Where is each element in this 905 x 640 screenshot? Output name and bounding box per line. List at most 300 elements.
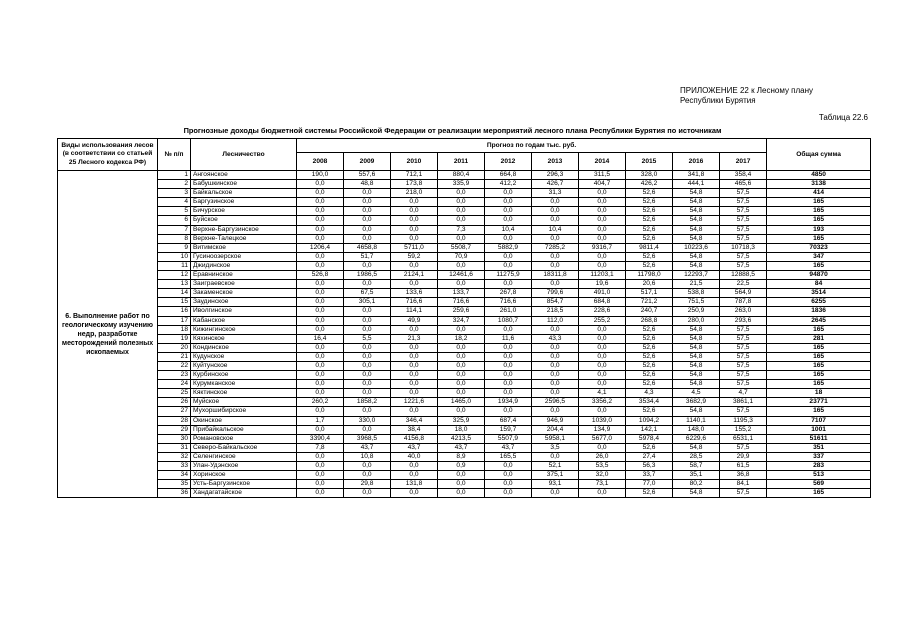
table-row bbox=[58, 489, 871, 498]
row-number: 3 bbox=[158, 189, 191, 198]
year-value: 49,9 bbox=[391, 316, 438, 325]
year-value: 0,0 bbox=[344, 380, 391, 389]
year-value: 0,0 bbox=[391, 380, 438, 389]
year-value: 53,5 bbox=[579, 462, 626, 471]
year-value: 0,0 bbox=[391, 407, 438, 416]
year-value: 280,0 bbox=[673, 316, 720, 325]
year-value: 5882,9 bbox=[485, 243, 532, 252]
year-value: 0,0 bbox=[485, 480, 532, 489]
year-value: 375,1 bbox=[532, 471, 579, 480]
year-value: 250,9 bbox=[673, 307, 720, 316]
year-value: 0,0 bbox=[297, 180, 344, 189]
row-total: 414 bbox=[767, 189, 871, 198]
year-value: 27,4 bbox=[626, 452, 673, 461]
year-value: 412,2 bbox=[485, 180, 532, 189]
year-value: 0,0 bbox=[532, 352, 579, 361]
forestry-name: Гусиноозерское bbox=[191, 252, 297, 261]
forestry-name: Кяхинское bbox=[191, 334, 297, 343]
row-number: 13 bbox=[158, 280, 191, 289]
forestry-name: Куйтунское bbox=[191, 361, 297, 370]
row-total: 165 bbox=[767, 407, 871, 416]
year-value: 0,0 bbox=[344, 225, 391, 234]
row-number: 27 bbox=[158, 407, 191, 416]
year-value: 10718,3 bbox=[720, 243, 767, 252]
appendix-line-2: Республики Бурятия bbox=[680, 96, 756, 105]
year-value: 0,0 bbox=[532, 261, 579, 270]
year-value: 35,1 bbox=[673, 471, 720, 480]
table-row bbox=[58, 280, 871, 289]
year-value: 0,0 bbox=[297, 471, 344, 480]
year-value: 1465,0 bbox=[438, 398, 485, 407]
year-value: 0,0 bbox=[391, 280, 438, 289]
year-value: 1986,5 bbox=[344, 271, 391, 280]
forestry-name: Северо-Байкальское bbox=[191, 443, 297, 452]
row-number: 6 bbox=[158, 216, 191, 225]
year-value: 0,0 bbox=[344, 280, 391, 289]
table-row bbox=[58, 198, 871, 207]
year-value: 0,0 bbox=[532, 207, 579, 216]
row-number: 15 bbox=[158, 298, 191, 307]
year-value: 684,8 bbox=[579, 298, 626, 307]
row-total: 165 bbox=[767, 261, 871, 270]
year-value: 687,4 bbox=[485, 416, 532, 425]
year-value: 0,0 bbox=[532, 361, 579, 370]
year-value: 0,0 bbox=[344, 352, 391, 361]
year-value: 0,0 bbox=[532, 280, 579, 289]
year-value: 4,5 bbox=[673, 389, 720, 398]
table-row bbox=[58, 380, 871, 389]
row-number: 23 bbox=[158, 371, 191, 380]
year-value: 228,6 bbox=[579, 307, 626, 316]
year-value: 0,0 bbox=[391, 489, 438, 498]
year-value: 10,8 bbox=[344, 452, 391, 461]
forestry-name: Джидинское bbox=[191, 261, 297, 270]
year-value: 52,1 bbox=[532, 462, 579, 471]
table-row bbox=[58, 216, 871, 225]
year-value: 5978,4 bbox=[626, 434, 673, 443]
year-value: 0,0 bbox=[297, 343, 344, 352]
row-total: 165 bbox=[767, 489, 871, 498]
year-value: 0,0 bbox=[344, 425, 391, 434]
year-value: 3682,9 bbox=[673, 398, 720, 407]
year-value: 0,0 bbox=[391, 462, 438, 471]
year-value: 57,5 bbox=[720, 380, 767, 389]
table-row bbox=[58, 443, 871, 452]
year-value: 0,0 bbox=[297, 189, 344, 198]
year-value: 5507,9 bbox=[485, 434, 532, 443]
year-value: 0,0 bbox=[532, 489, 579, 498]
year-value: 0,0 bbox=[485, 325, 532, 334]
year-value: 426,2 bbox=[626, 180, 673, 189]
year-value: 0,0 bbox=[579, 261, 626, 270]
header-year: 2008 bbox=[297, 153, 344, 171]
year-value: 259,6 bbox=[438, 307, 485, 316]
year-value: 325,9 bbox=[438, 416, 485, 425]
year-value: 0,0 bbox=[532, 198, 579, 207]
year-value: 0,0 bbox=[532, 325, 579, 334]
year-value: 54,8 bbox=[673, 207, 720, 216]
row-total: 4850 bbox=[767, 171, 871, 180]
row-total: 70323 bbox=[767, 243, 871, 252]
row-number: 29 bbox=[158, 425, 191, 434]
year-value: 0,0 bbox=[344, 207, 391, 216]
year-value: 0,0 bbox=[438, 216, 485, 225]
year-value: 54,8 bbox=[673, 443, 720, 452]
year-value: 0,0 bbox=[297, 252, 344, 261]
year-value: 0,0 bbox=[297, 325, 344, 334]
appendix-note bbox=[680, 86, 813, 106]
year-value: 22,5 bbox=[720, 280, 767, 289]
year-value: 0,0 bbox=[391, 471, 438, 480]
year-value: 0,0 bbox=[438, 389, 485, 398]
forestry-name: Верхне-Баргузинское bbox=[191, 225, 297, 234]
year-value: 1094,2 bbox=[626, 416, 673, 425]
year-value: 57,5 bbox=[720, 489, 767, 498]
year-value: 0,0 bbox=[297, 261, 344, 270]
year-value: 0,0 bbox=[579, 234, 626, 243]
year-value: 57,5 bbox=[720, 261, 767, 270]
table-row bbox=[58, 434, 871, 443]
year-value: 52,6 bbox=[626, 216, 673, 225]
table-row bbox=[58, 425, 871, 434]
year-value: 80,2 bbox=[673, 480, 720, 489]
year-value: 54,8 bbox=[673, 261, 720, 270]
forestry-name: Еравнинское bbox=[191, 271, 297, 280]
year-value: 0,0 bbox=[438, 489, 485, 498]
year-value: 0,0 bbox=[485, 343, 532, 352]
year-value: 7285,2 bbox=[532, 243, 579, 252]
year-value: 0,0 bbox=[532, 380, 579, 389]
year-value: 712,1 bbox=[391, 171, 438, 180]
forestry-name: Баргузинское bbox=[191, 198, 297, 207]
row-number: 36 bbox=[158, 489, 191, 498]
row-number: 8 bbox=[158, 234, 191, 243]
year-value: 0,0 bbox=[485, 189, 532, 198]
row-total: 165 bbox=[767, 361, 871, 370]
year-value: 444,1 bbox=[673, 180, 720, 189]
year-value: 0,0 bbox=[344, 189, 391, 198]
year-value: 57,5 bbox=[720, 207, 767, 216]
year-value: 0,0 bbox=[391, 207, 438, 216]
year-value: 31,3 bbox=[532, 189, 579, 198]
row-number: 11 bbox=[158, 261, 191, 270]
row-number: 1 bbox=[158, 171, 191, 180]
year-value: 0,0 bbox=[579, 361, 626, 370]
year-value: 8,9 bbox=[438, 452, 485, 461]
year-value: 0,0 bbox=[344, 325, 391, 334]
year-value: 4,3 bbox=[626, 389, 673, 398]
table-row bbox=[58, 298, 871, 307]
year-value: 5,5 bbox=[344, 334, 391, 343]
year-value: 0,0 bbox=[485, 489, 532, 498]
table-row bbox=[58, 416, 871, 425]
year-value: 11,6 bbox=[485, 334, 532, 343]
year-value: 0,0 bbox=[579, 407, 626, 416]
year-value: 54,8 bbox=[673, 407, 720, 416]
year-value: 2124,1 bbox=[391, 271, 438, 280]
forestry-name: Кудунское bbox=[191, 352, 297, 361]
row-number: 33 bbox=[158, 462, 191, 471]
year-value: 0,0 bbox=[297, 407, 344, 416]
year-value: 0,0 bbox=[485, 371, 532, 380]
year-value: 0,0 bbox=[579, 443, 626, 452]
year-value: 52,6 bbox=[626, 361, 673, 370]
year-value: 268,8 bbox=[626, 316, 673, 325]
year-value: 133,7 bbox=[438, 289, 485, 298]
header-forecast: Прогноз по годам тыс. руб. bbox=[297, 139, 767, 153]
row-number: 32 bbox=[158, 452, 191, 461]
year-value: 10223,6 bbox=[673, 243, 720, 252]
year-value: 0,0 bbox=[344, 216, 391, 225]
year-value: 0,0 bbox=[391, 352, 438, 361]
year-value: 0,0 bbox=[344, 371, 391, 380]
forestry-name: Хоринское bbox=[191, 471, 297, 480]
forestry-name: Кижингинское bbox=[191, 325, 297, 334]
year-value: 57,5 bbox=[720, 352, 767, 361]
row-total: 2645 bbox=[767, 316, 871, 325]
row-number: 31 bbox=[158, 443, 191, 452]
year-value: 52,6 bbox=[626, 343, 673, 352]
year-value: 664,8 bbox=[485, 171, 532, 180]
forestry-name: Курумканское bbox=[191, 380, 297, 389]
year-value: 0,0 bbox=[297, 280, 344, 289]
header-year: 2012 bbox=[485, 153, 532, 171]
appendix-line-1: ПРИЛОЖЕНИЕ 22 к Лесному плану bbox=[680, 86, 814, 95]
year-value: 0,0 bbox=[438, 471, 485, 480]
year-value: 0,0 bbox=[344, 462, 391, 471]
row-number: 7 bbox=[158, 225, 191, 234]
year-value: 0,0 bbox=[344, 361, 391, 370]
year-value: 10,4 bbox=[532, 225, 579, 234]
row-number: 26 bbox=[158, 398, 191, 407]
row-total: 51611 bbox=[767, 434, 871, 443]
year-value: 9316,7 bbox=[579, 243, 626, 252]
year-value: 0,0 bbox=[485, 380, 532, 389]
row-number: 34 bbox=[158, 471, 191, 480]
year-value: 142,1 bbox=[626, 425, 673, 434]
row-number: 21 bbox=[158, 352, 191, 361]
table-row bbox=[58, 462, 871, 471]
year-value: 32,0 bbox=[579, 471, 626, 480]
year-value: 0,0 bbox=[297, 289, 344, 298]
year-value: 0,0 bbox=[297, 225, 344, 234]
year-value: 0,0 bbox=[579, 207, 626, 216]
year-value: 0,0 bbox=[579, 225, 626, 234]
year-value: 0,0 bbox=[485, 280, 532, 289]
year-value: 61,5 bbox=[720, 462, 767, 471]
year-value: 112,0 bbox=[532, 316, 579, 325]
year-value: 1221,6 bbox=[391, 398, 438, 407]
year-value: 0,0 bbox=[391, 261, 438, 270]
year-value: 341,8 bbox=[673, 171, 720, 180]
header-year: 2016 bbox=[673, 153, 720, 171]
year-value: 84,1 bbox=[720, 480, 767, 489]
year-value: 0,0 bbox=[438, 280, 485, 289]
year-value: 190,0 bbox=[297, 171, 344, 180]
year-value: 57,5 bbox=[720, 334, 767, 343]
year-value: 0,0 bbox=[438, 325, 485, 334]
year-value: 0,0 bbox=[438, 380, 485, 389]
header-num: № п/п bbox=[158, 139, 191, 171]
row-total: 281 bbox=[767, 334, 871, 343]
year-value: 77,0 bbox=[626, 480, 673, 489]
header-year: 2017 bbox=[720, 153, 767, 171]
table-row bbox=[58, 389, 871, 398]
year-value: 0,0 bbox=[438, 407, 485, 416]
year-value: 0,0 bbox=[485, 198, 532, 207]
year-value: 799,6 bbox=[532, 289, 579, 298]
year-value: 0,0 bbox=[579, 189, 626, 198]
year-value: 134,9 bbox=[579, 425, 626, 434]
year-value: 0,0 bbox=[344, 198, 391, 207]
year-value: 0,0 bbox=[344, 261, 391, 270]
header-year: 2009 bbox=[344, 153, 391, 171]
year-value: 93,1 bbox=[532, 480, 579, 489]
year-value: 57,5 bbox=[720, 343, 767, 352]
year-value: 0,0 bbox=[297, 361, 344, 370]
year-value: 52,6 bbox=[626, 234, 673, 243]
year-value: 4,1 bbox=[579, 389, 626, 398]
year-value: 0,0 bbox=[344, 489, 391, 498]
year-value: 131,8 bbox=[391, 480, 438, 489]
row-total: 283 bbox=[767, 462, 871, 471]
year-value: 263,0 bbox=[720, 307, 767, 316]
year-value: 36,8 bbox=[720, 471, 767, 480]
year-value: 0,0 bbox=[485, 252, 532, 261]
row-number: 35 bbox=[158, 480, 191, 489]
year-value: 491,0 bbox=[579, 289, 626, 298]
table-row bbox=[58, 316, 871, 325]
year-value: 0,0 bbox=[297, 307, 344, 316]
kind-label: 6. Выполнение работ по геологическому изучению недр, разработке месторождений полезных ископаемых bbox=[58, 171, 158, 498]
year-value: 0,0 bbox=[438, 371, 485, 380]
year-value: 0,0 bbox=[344, 307, 391, 316]
year-value: 328,0 bbox=[626, 171, 673, 180]
year-value: 426,7 bbox=[532, 180, 579, 189]
forestry-name: Улан-Удэнское bbox=[191, 462, 297, 471]
row-total: 165 bbox=[767, 380, 871, 389]
year-value: 0,0 bbox=[579, 343, 626, 352]
year-value: 57,5 bbox=[720, 407, 767, 416]
year-value: 946,9 bbox=[532, 416, 579, 425]
year-value: 57,5 bbox=[720, 371, 767, 380]
forestry-name: Буйское bbox=[191, 216, 297, 225]
table-row bbox=[58, 252, 871, 261]
year-value: 854,7 bbox=[532, 298, 579, 307]
year-value: 0,0 bbox=[297, 207, 344, 216]
year-value: 0,0 bbox=[297, 316, 344, 325]
row-number: 25 bbox=[158, 389, 191, 398]
year-value: 358,4 bbox=[720, 171, 767, 180]
year-value: 57,5 bbox=[720, 234, 767, 243]
year-value: 57,5 bbox=[720, 216, 767, 225]
forecast-table bbox=[57, 138, 871, 498]
year-value: 9811,4 bbox=[626, 243, 673, 252]
forestry-name: Окинское bbox=[191, 416, 297, 425]
forestry-name: Курбинское bbox=[191, 371, 297, 380]
year-value: 54,8 bbox=[673, 489, 720, 498]
year-value: 0,0 bbox=[438, 261, 485, 270]
table-row bbox=[58, 171, 871, 180]
year-value: 67,5 bbox=[344, 289, 391, 298]
year-value: 52,6 bbox=[626, 352, 673, 361]
year-value: 0,0 bbox=[438, 189, 485, 198]
table-row bbox=[58, 207, 871, 216]
row-number: 5 bbox=[158, 207, 191, 216]
year-value: 716,6 bbox=[438, 298, 485, 307]
year-value: 716,6 bbox=[391, 298, 438, 307]
row-total: 347 bbox=[767, 252, 871, 261]
header-year: 2010 bbox=[391, 153, 438, 171]
row-total: 7107 bbox=[767, 416, 871, 425]
year-value: 1934,9 bbox=[485, 398, 532, 407]
year-value: 716,6 bbox=[485, 298, 532, 307]
year-value: 12293,7 bbox=[673, 271, 720, 280]
row-number: 17 bbox=[158, 316, 191, 325]
year-value: 4,7 bbox=[720, 389, 767, 398]
year-value: 54,8 bbox=[673, 371, 720, 380]
year-value: 0,9 bbox=[438, 462, 485, 471]
forestry-name: Ангоянское bbox=[191, 171, 297, 180]
year-value: 52,6 bbox=[626, 225, 673, 234]
table-row bbox=[58, 398, 871, 407]
year-value: 54,8 bbox=[673, 334, 720, 343]
year-value: 10,4 bbox=[485, 225, 532, 234]
year-value: 787,8 bbox=[720, 298, 767, 307]
year-value: 5711,0 bbox=[391, 243, 438, 252]
year-value: 0,0 bbox=[391, 225, 438, 234]
year-value: 0,0 bbox=[297, 480, 344, 489]
year-value: 54,8 bbox=[673, 343, 720, 352]
row-total: 165 bbox=[767, 325, 871, 334]
year-value: 133,6 bbox=[391, 289, 438, 298]
year-value: 296,3 bbox=[532, 171, 579, 180]
year-value: 1140,1 bbox=[673, 416, 720, 425]
document-title: Прогнозные доходы бюджетной системы Российской Федерации от реализации мероприятий лесного плана Республики Бурятия по источникам bbox=[183, 126, 722, 135]
year-value: 43,7 bbox=[344, 443, 391, 452]
year-value: 52,6 bbox=[626, 407, 673, 416]
year-value: 218,5 bbox=[532, 307, 579, 316]
table-row bbox=[58, 352, 871, 361]
year-value: 0,0 bbox=[297, 389, 344, 398]
row-number: 4 bbox=[158, 198, 191, 207]
year-value: 0,0 bbox=[485, 462, 532, 471]
year-value: 1039,0 bbox=[579, 416, 626, 425]
row-number: 24 bbox=[158, 380, 191, 389]
row-total: 18 bbox=[767, 389, 871, 398]
year-value: 52,6 bbox=[626, 252, 673, 261]
year-value: 0,0 bbox=[532, 343, 579, 352]
year-value: 0,0 bbox=[297, 234, 344, 243]
year-value: 0,0 bbox=[438, 207, 485, 216]
row-total: 165 bbox=[767, 234, 871, 243]
year-value: 28,5 bbox=[673, 452, 720, 461]
year-value: 0,0 bbox=[579, 371, 626, 380]
row-total: 351 bbox=[767, 443, 871, 452]
year-value: 0,0 bbox=[297, 380, 344, 389]
year-value: 721,2 bbox=[626, 298, 673, 307]
forestry-name: Закаменское bbox=[191, 289, 297, 298]
year-value: 54,8 bbox=[673, 234, 720, 243]
year-value: 404,7 bbox=[579, 180, 626, 189]
year-value: 54,8 bbox=[673, 198, 720, 207]
forestry-name: Заудинское bbox=[191, 298, 297, 307]
table-number: Таблица 22.6 bbox=[818, 113, 868, 122]
table-row bbox=[58, 471, 871, 480]
year-value: 0,0 bbox=[297, 462, 344, 471]
row-number: 14 bbox=[158, 289, 191, 298]
year-value: 56,3 bbox=[626, 462, 673, 471]
